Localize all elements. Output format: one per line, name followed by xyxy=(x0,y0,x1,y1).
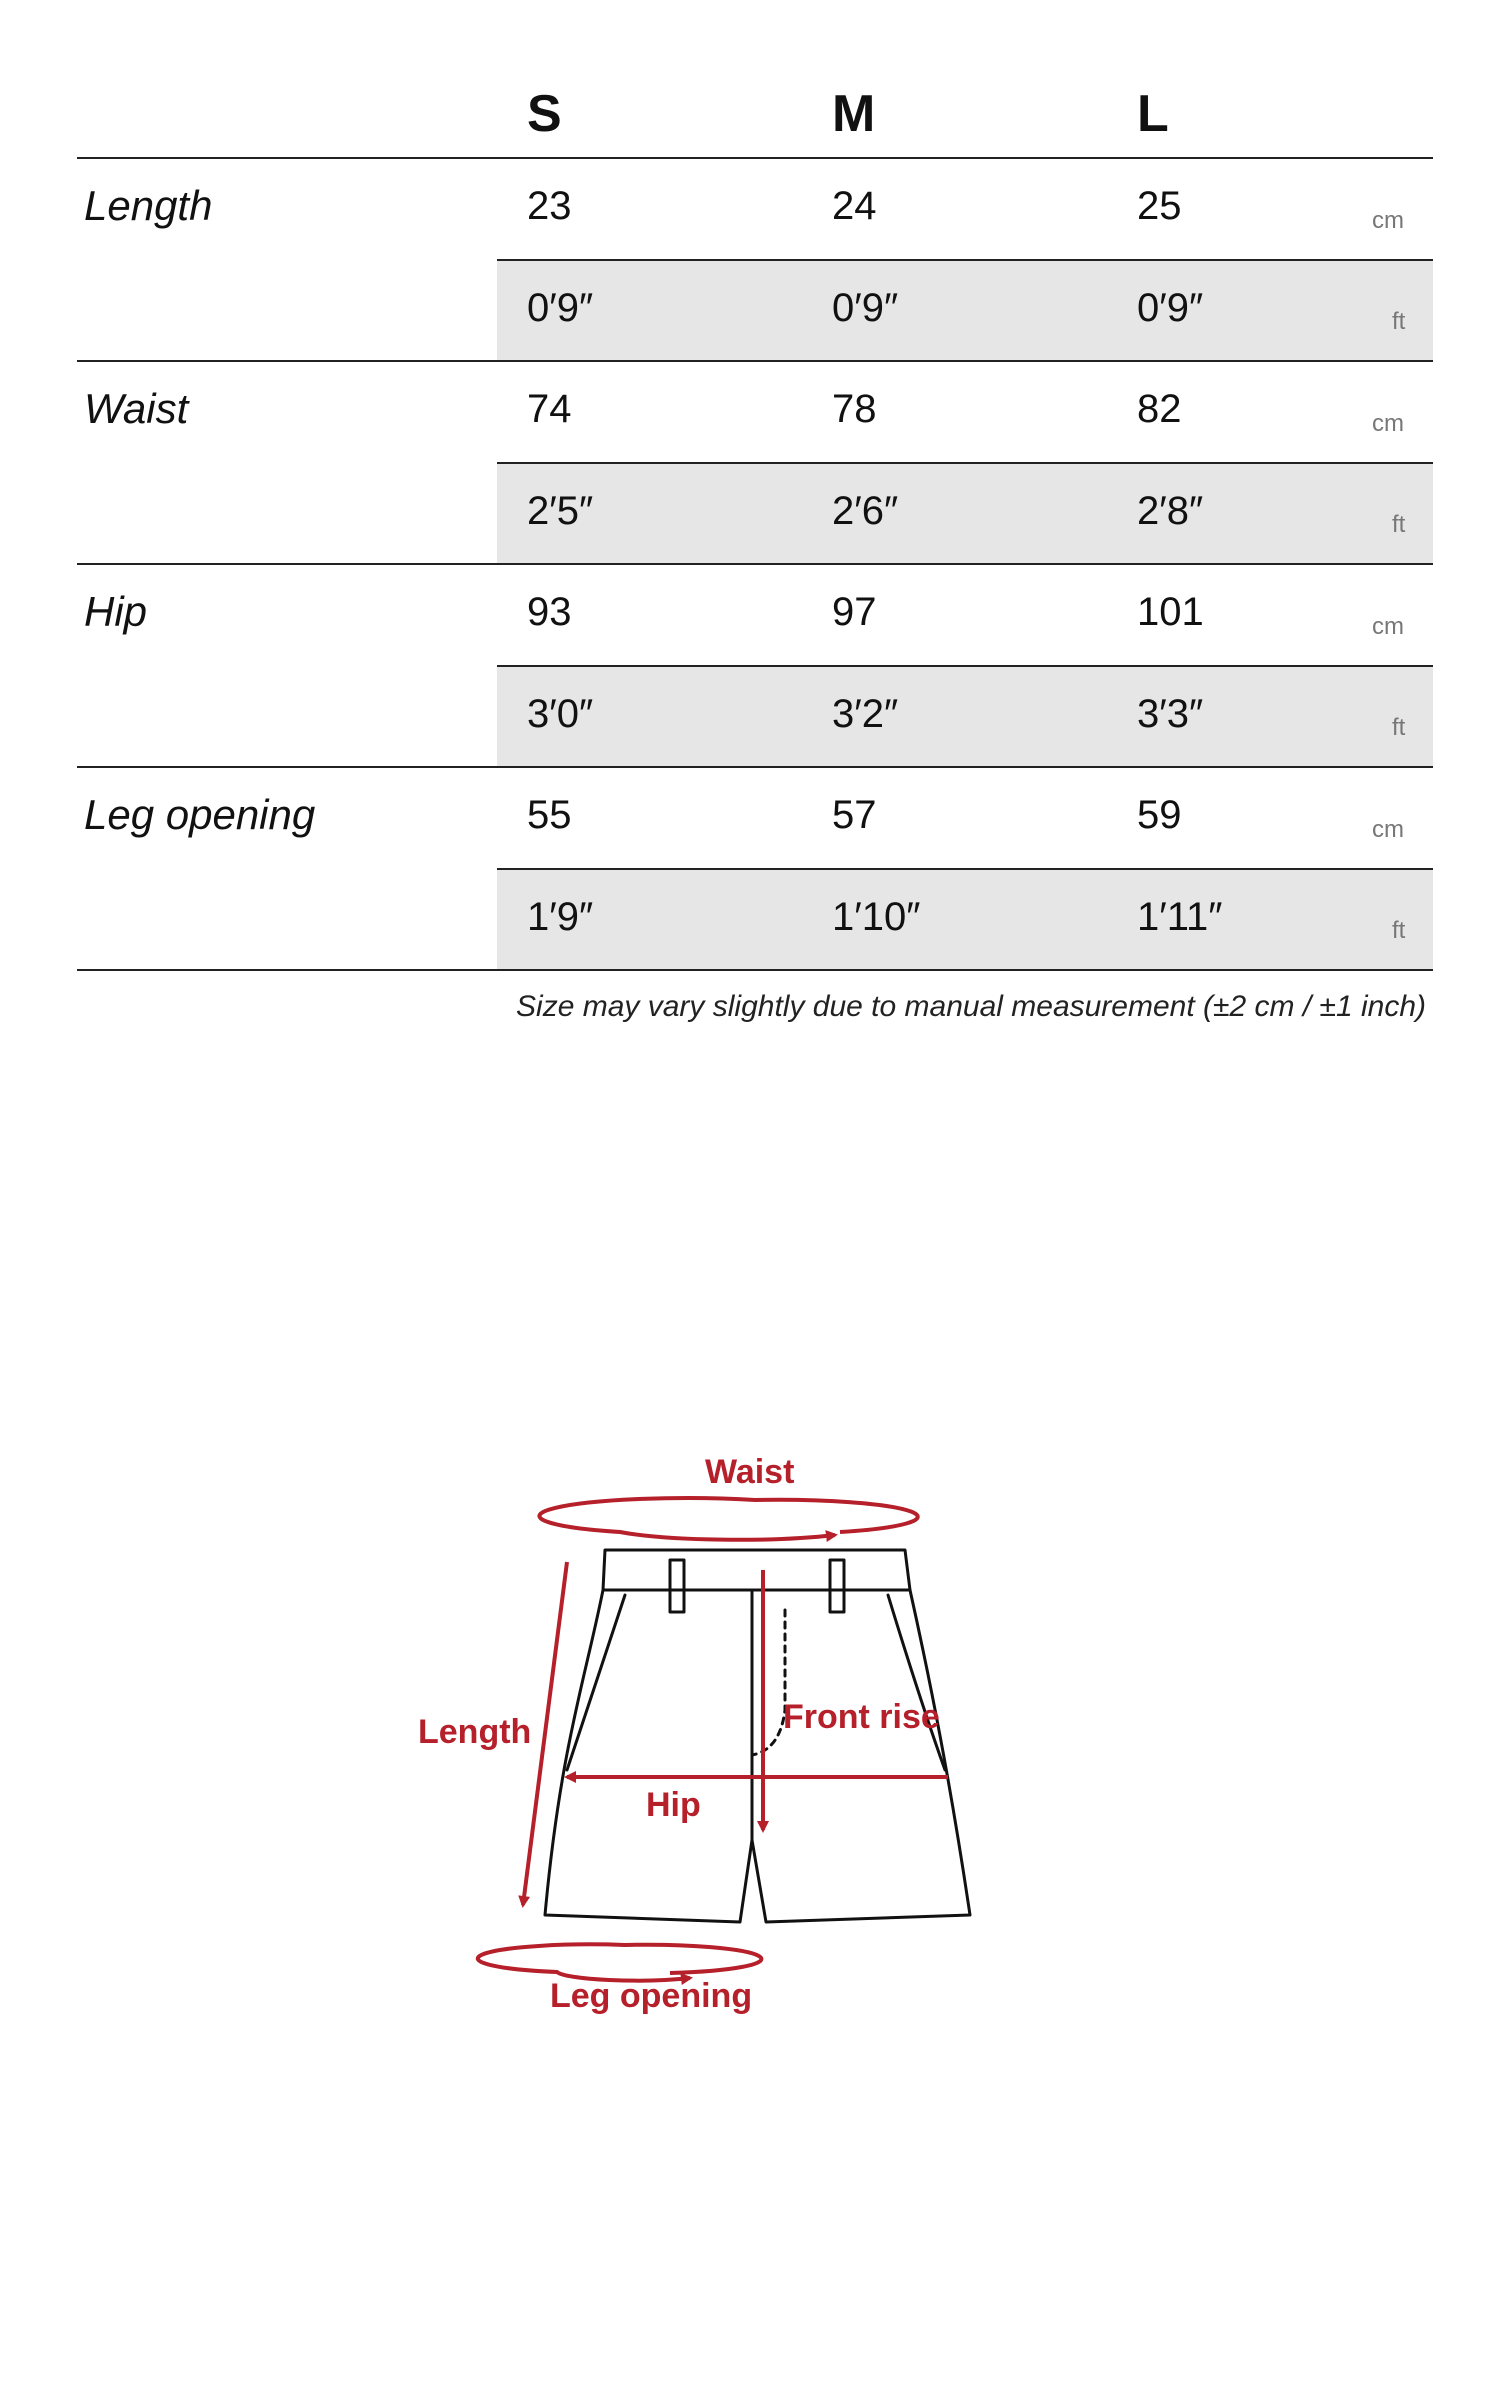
shorts-illustration xyxy=(0,1380,1500,2140)
label-waist: Waist xyxy=(705,1453,795,1491)
cell-waist-l-cm: 82 xyxy=(1137,387,1182,431)
size-header-s: S xyxy=(527,85,562,143)
cell-waist-m-cm: 78 xyxy=(832,387,877,431)
unit-ft: ft xyxy=(1392,308,1406,335)
cell-length-l-cm: 25 xyxy=(1137,184,1182,228)
unit-cm: cm xyxy=(1372,613,1404,640)
measurement-arrows xyxy=(478,1498,948,1981)
cell-leg-m-ft: 1′10″ xyxy=(832,895,921,939)
row-shade-waist-ft xyxy=(497,464,1433,563)
label-hip: Hip xyxy=(646,1786,701,1824)
unit-cm: cm xyxy=(1372,410,1404,437)
unit-ft: ft xyxy=(1392,917,1406,944)
size-table xyxy=(0,0,1500,1060)
label-length: Length xyxy=(418,1713,532,1751)
cell-waist-s-ft: 2′5″ xyxy=(527,489,594,533)
cell-leg-s-cm: 55 xyxy=(527,793,572,837)
row-shade-leg-ft xyxy=(497,870,1433,969)
table-divider xyxy=(77,157,1433,159)
cell-length-l-ft: 0′9″ xyxy=(1137,286,1204,330)
table-divider xyxy=(497,665,1433,667)
table-divider xyxy=(497,868,1433,870)
unit-ft: ft xyxy=(1392,714,1406,741)
row-label-length: Length xyxy=(84,182,213,229)
cell-hip-s-ft: 3′0″ xyxy=(527,692,594,736)
table-divider xyxy=(77,969,1433,971)
cell-hip-s-cm: 93 xyxy=(527,590,572,634)
row-label-leg-opening: Leg opening xyxy=(84,791,316,838)
cell-leg-l-ft: 1′11″ xyxy=(1137,895,1223,939)
cell-leg-s-ft: 1′9″ xyxy=(527,895,594,939)
table-divider xyxy=(77,360,1433,362)
cell-hip-l-cm: 101 xyxy=(1137,590,1204,634)
shorts-measurement-diagram xyxy=(0,1380,1500,2140)
row-label-waist: Waist xyxy=(84,385,189,432)
leg-opening-arrow xyxy=(478,1944,762,1980)
label-leg-opening: Leg opening xyxy=(550,1977,753,2015)
row-shade-length-ft xyxy=(497,261,1433,360)
cell-waist-s-cm: 74 xyxy=(527,387,572,431)
cell-length-s-cm: 23 xyxy=(527,184,572,228)
cell-hip-m-ft: 3′2″ xyxy=(832,692,899,736)
cell-hip-l-ft: 3′3″ xyxy=(1137,692,1204,736)
table-divider xyxy=(77,766,1433,768)
table-divider xyxy=(497,462,1433,464)
unit-cm: cm xyxy=(1372,816,1404,843)
row-label-hip: Hip xyxy=(84,588,148,635)
unit-cm: cm xyxy=(1372,207,1404,234)
cell-waist-l-ft: 2′8″ xyxy=(1137,489,1204,533)
cell-length-m-ft: 0′9″ xyxy=(832,286,899,330)
unit-ft: ft xyxy=(1392,511,1406,538)
waist-arrow xyxy=(539,1498,917,1540)
table-divider xyxy=(497,259,1433,261)
cell-hip-m-cm: 97 xyxy=(832,590,877,634)
cell-length-s-ft: 0′9″ xyxy=(527,286,594,330)
cell-leg-m-cm: 57 xyxy=(832,793,877,837)
size-header-l: L xyxy=(1137,85,1169,143)
cell-leg-l-cm: 59 xyxy=(1137,793,1182,837)
row-shade-hip-ft xyxy=(497,667,1433,766)
cell-waist-m-ft: 2′6″ xyxy=(832,489,899,533)
measurement-note: Size may vary slightly due to manual measurement (±2 cm / ±1 inch) xyxy=(516,990,1426,1023)
cell-length-m-cm: 24 xyxy=(832,184,877,228)
label-front-rise: Front rise xyxy=(783,1698,940,1736)
table-divider xyxy=(77,563,1433,565)
size-header-m: M xyxy=(832,85,876,143)
